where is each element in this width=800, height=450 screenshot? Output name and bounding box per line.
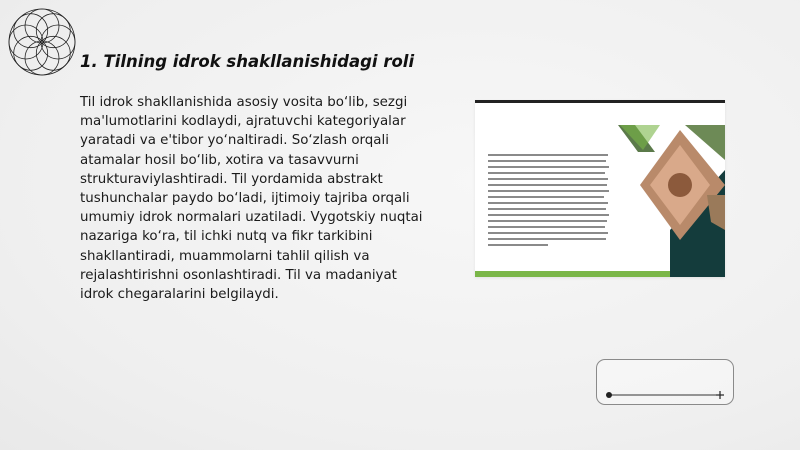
dot-icon xyxy=(606,392,612,398)
logo-icon xyxy=(4,4,80,80)
media-control[interactable] xyxy=(596,359,734,405)
slide-body-text: Til idrok shakllanishida asosiy vosita bo‘lib, sezgi ma'lumotlarini kodlaydi, ajratuvchi kategoriyalar yaratadi va e'tibor yo‘naltiradi. So‘zlash orqali atamalar hosil bo‘lib, xotira va tasavvurni strukturaviylashtiradi. Til yordamida abstrakt tushunchalar paydo bo‘ladi, ijtimoiy tajriba orqali umumiy idrok normalari uzatiladi. Vygotskiy nuqtai nazariga ko‘ra, til ichki nutq va fikr tarkibini shakllantiradi, muammolarni tahlil qilish va rejalashtirishni osonlashtiradi. Til va madaniyat idrok chegaralarini belgilaydi. xyxy=(80,95,423,303)
slide-thumbnail[interactable] xyxy=(475,100,725,277)
plus-icon xyxy=(716,391,724,399)
media-timeline xyxy=(597,360,733,404)
slide-thumbnail-image xyxy=(475,100,725,277)
slide-title: 1. Tilning idrok shakllanishidagi roli xyxy=(80,52,415,71)
